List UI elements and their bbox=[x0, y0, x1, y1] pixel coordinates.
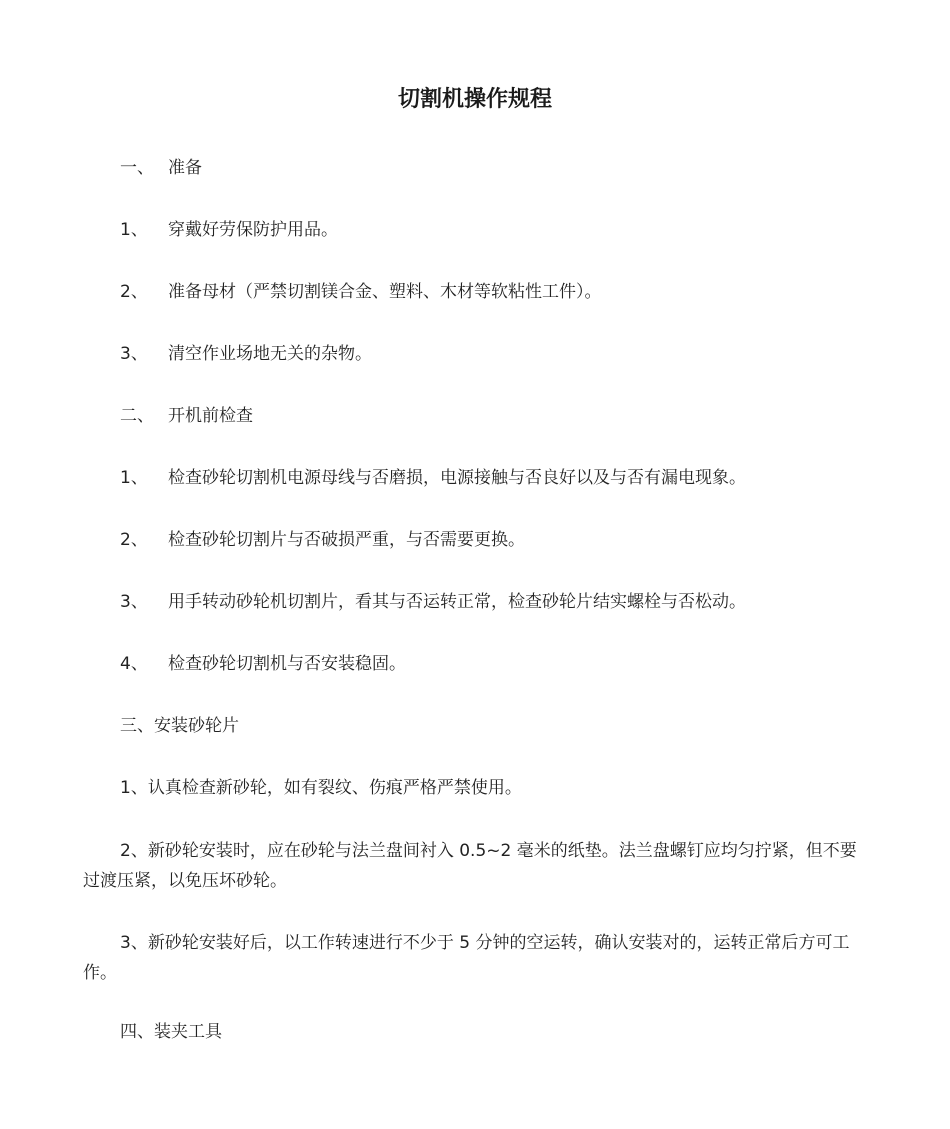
item-text: 检查砂轮切割机电源母线与否磨损，电源接触与否良好以及与否有漏电现象。 bbox=[168, 468, 746, 488]
item-text: 开机前检查 bbox=[168, 406, 253, 426]
list-item bbox=[120, 652, 406, 676]
item-text: 穿戴好劳保防护用品。 bbox=[168, 220, 338, 240]
item-text: 用手转动砂轮机切割片，看其与否运转正常，检查砂轮片结实螺栓与否松动。 bbox=[168, 592, 746, 612]
item-number: 1、 bbox=[120, 468, 148, 488]
section-heading-prepare bbox=[120, 156, 202, 180]
list-item bbox=[120, 280, 602, 304]
item-number: 3、 bbox=[120, 344, 148, 364]
item-text: 检查砂轮切割机与否安装稳固。 bbox=[168, 654, 406, 674]
item-text: 准备 bbox=[168, 158, 202, 178]
list-item bbox=[120, 528, 525, 552]
list-item bbox=[120, 342, 372, 366]
section-heading-precheck bbox=[120, 404, 253, 428]
list-item: 1、认真检查新砂轮，如有裂纹、伤痕严格严禁使用。 bbox=[120, 778, 522, 798]
paragraph-item: 3、新砂轮安装好后，以工作转速进行不少于 5 分钟的空运转，确认安装对的，运转正常后方可工作。 bbox=[83, 933, 850, 983]
list-item bbox=[120, 466, 746, 490]
item-number: 4、 bbox=[120, 654, 148, 674]
list-item bbox=[120, 218, 338, 242]
item-number: 一、 bbox=[120, 158, 154, 178]
list-item bbox=[120, 590, 746, 614]
paragraph-item: 2、新砂轮安装时，应在砂轮与法兰盘间衬入 0.5~2 毫米的纸垫。法兰盘螺钉应均匀拧紧，但不要过渡压紧，以免压坏砂轮。 bbox=[83, 841, 857, 891]
document-title: 切割机操作规程 bbox=[397, 87, 552, 112]
item-text: 准备母材（严禁切割镁合金、塑料、木材等软粘性工件）。 bbox=[168, 282, 602, 302]
item-text: 检查砂轮切割片与否破损严重，与否需要更换。 bbox=[168, 530, 525, 550]
item-number: 2、 bbox=[120, 282, 148, 302]
section-heading-install-wheel: 三、安装砂轮片 bbox=[120, 716, 239, 736]
item-number: 二、 bbox=[120, 406, 154, 426]
item-number: 2、 bbox=[120, 530, 148, 550]
item-number: 1、 bbox=[120, 220, 148, 240]
item-number: 3、 bbox=[120, 592, 148, 612]
item-text: 清空作业场地无关的杂物。 bbox=[168, 344, 372, 364]
section-heading-clamp-tools: 四、装夹工具 bbox=[120, 1022, 222, 1042]
